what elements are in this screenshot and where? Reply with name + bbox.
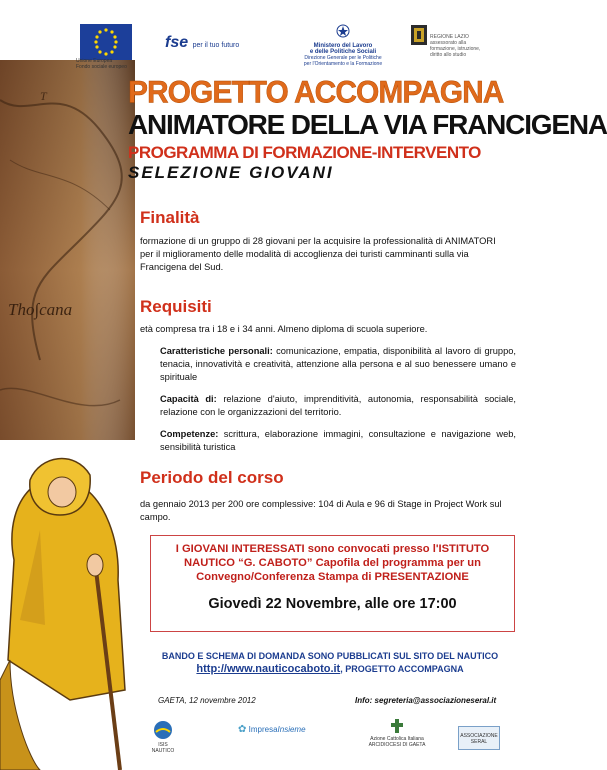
seral-logo [458, 726, 500, 750]
logo1-caption: ISIS NAUTICO [151, 742, 175, 754]
logo2-a: Impresa [248, 725, 278, 734]
requisiti-heading: Requisiti [140, 297, 212, 316]
finalita-heading: Finalità [140, 208, 200, 227]
announcement-date: Giovedì 22 Novembre, alle ore 17:00 [208, 596, 457, 612]
announcement-line1: I GIOVANI INTERESSATI sono convocati presso l'ISTITUTO [175, 543, 490, 555]
title-selezione: SELEZIONE GIOVANI [128, 163, 334, 182]
fse-mark: fse [165, 34, 189, 51]
place-date: GAETA, 12 novembre 2012 [158, 696, 256, 705]
finalita-text: formazione di un gruppo di 28 giovani per la acquisire la professionalità di ANIMATORI per il miglioramento delle modalità di accoglienza dei turisti camminanti sulla via Francigena del Sud. [140, 236, 496, 272]
cross-icon [390, 718, 404, 734]
list-item [160, 428, 516, 454]
item-label: Competenze: [160, 429, 219, 439]
svg-text:Tho∫cana: Tho∫cana [8, 300, 73, 319]
title-progetto: PROGETTO ACCOMPAGNA [128, 75, 504, 110]
flower-icon: ✿ [238, 724, 247, 735]
fse-logo [165, 34, 239, 52]
announcement-box [150, 535, 515, 632]
ministry-logo [298, 24, 388, 67]
svg-text:T: T [40, 89, 47, 103]
title-programma: PROGRAMMA DI FORMAZIONE-INTERVENTO [128, 143, 481, 162]
eu-caption: Unione Europea Fondo sociale europeo [76, 58, 127, 70]
item-label: Capacità di: [160, 394, 217, 404]
item-text: relazione d'aiuto, imprenditività, autonomia, responsabilità sociale, relazione con le organizzazioni del territorio. [160, 394, 516, 417]
logo3-caption: Azione Cattolica Italiana ARCIDIOCESI DI GAETA [368, 736, 426, 748]
logo2-b: Insieme [277, 725, 306, 734]
title-animatore: ANIMATORE DELLA VIA FRANCIGENA [128, 109, 607, 140]
item-text: comunicazione, empatia, disponibilità al lavoro di gruppo, tenacia, innovatività e creatività, attenzione alla persona e al suo benessere umano e spirituale [160, 346, 516, 382]
azione-cattolica-logo [362, 718, 432, 748]
section-periodo [140, 468, 502, 522]
title-block [128, 75, 607, 183]
republic-emblem-icon [335, 24, 351, 38]
list-item [160, 345, 516, 384]
announcement-line3: Convegno/Conferenza Stampa di PRESENTAZIONE [196, 571, 469, 583]
section-finalita [140, 208, 496, 272]
ministry-title: Ministero del Lavoro e delle Politiche Sociali [309, 43, 377, 55]
fse-subtitle: per il tuo futuro [192, 42, 240, 49]
bando-line2 [130, 663, 530, 676]
requisiti-list [160, 345, 516, 463]
list-item [160, 393, 516, 419]
item-label: Caratteristiche personali: [160, 346, 273, 356]
periodo-heading: Periodo del corso [140, 468, 284, 487]
isis-nautico-logo [148, 720, 178, 754]
bando-notice [130, 650, 530, 676]
requisiti-line: età compresa tra i 18 e i 34 anni. Almeno diploma di scuola superiore. [140, 324, 428, 334]
section-requisiti [140, 297, 516, 452]
regione-emblem-icon [410, 24, 428, 46]
header-logos [0, 0, 546, 70]
periodo-text: da gennaio 2013 per 200 ore complessive: 104 di Aula e 96 di Stage in Project Work sul campo. [140, 499, 502, 522]
info-email[interactable]: Info: segreteria@associazioneseral.it [355, 696, 497, 705]
item-text: scrittura, elaborazione immagini, consultazione e navigazione web, sensibilità turistica [160, 429, 516, 452]
announcement-line2: NAUTICO “G. CABOTO” Capofila del programma per un [184, 557, 481, 569]
logo4-caption: ASSOCIAZIONE SERAL [460, 733, 498, 745]
eu-flag-logo [80, 24, 132, 60]
bando-line1: BANDO E SCHEMA DI DOMANDA SONO PUBBLICATI SUL SITO DEL NAUTICO [161, 651, 499, 661]
map-and-pilgrim-illustration [0, 60, 135, 770]
ministry-subtitle: Direzione Generale per le Politiche per l'Orientamento e la Formazione [303, 55, 383, 67]
impresa-insieme-logo [238, 724, 318, 735]
regione-lazio-logo [410, 24, 490, 58]
regione-caption: REGIONE LAZIO assessorato alla formazione, istruzione, diritto allo studio [430, 34, 481, 58]
website-link[interactable]: http://www.nauticocaboto.it [196, 663, 341, 675]
bando-after-link: , PROGETTO ACCOMPAGNA [340, 664, 464, 674]
nautico-emblem-icon [153, 720, 173, 740]
footer-logos [0, 718, 546, 770]
